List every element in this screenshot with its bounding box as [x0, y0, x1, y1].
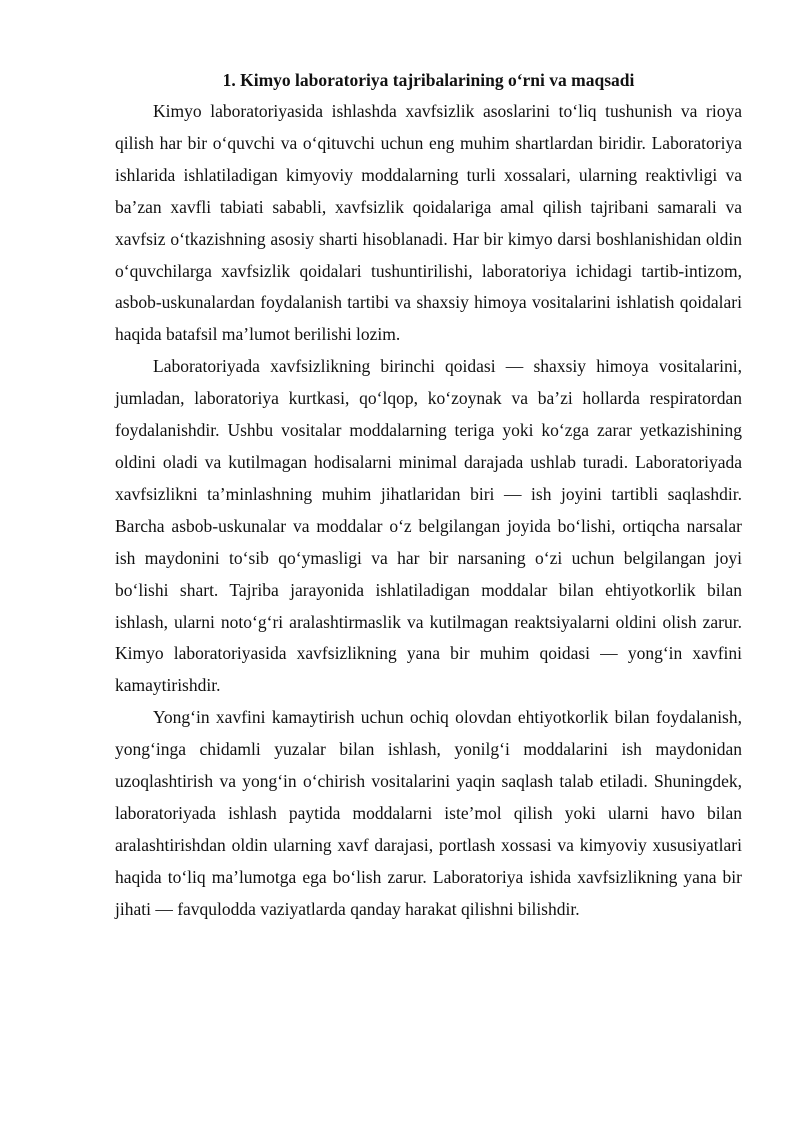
document-page — [115, 68, 742, 926]
paragraph-1: Kimyo laboratoriyasida ishlashda xavfsizlik asoslarini to‘liq tushunish va rioya qilish har bir o‘quvchi va o‘qituvchi uchun eng muhim shartlardan biridir. Laboratoriya ishlarida ishlatiladigan kimyoviy moddalarning turli xossalari, ularning reaktivligi va ba’zan xavfli tabiati sababli, xavfsizlik qoidalariga amal qilish tajribani samarali va xavfsiz o‘tkazishning asosiy sharti hisoblanadi. Har bir kimyo darsi boshlanishidan oldin o‘quvchilarga xavfsizlik qoidalari tushuntirilishi, laboratoriya ichidagi tartib-intizom, asbob-uskunalardan foydalanish tartibi va shaxsiy himoya vositalarini ishlatish qoidalari haqida batafsil ma’lumot berilishi lozim. — [115, 101, 742, 345]
paragraph-2: Laboratoriyada xavfsizlikning birinchi qoidasi — shaxsiy himoya vositalarini, jumladan, laboratoriya kurtkasi, qo‘lqop, ko‘zoynak va ba’zi hollarda respiratordan foydalanishdir. Ushbu vositalar moddalarning teriga yoki ko‘zga zarar yetkazishining oldini oladi va kutilmagan hodisalarni minimal darajada ushlab turadi. Laboratoriyada xavfsizlikni ta’minlashning muhim jihatlaridan biri — ish joyini tartibli saqlashdir. Barcha asbob-uskunalar va moddalar o‘z belgilangan joyida bo‘lishi, ortiqcha narsalar ish maydonini to‘sib qo‘ymasligi va har bir narsaning o‘zi uchun belgilangan joyi bo‘lishi shart. Tajriba jarayonida ishlatiladigan moddalar bilan ehtiyotkorlik bilan ishlash, ularni noto‘g‘ri aralashtirmaslik va kutilmagan reaktsiyalarni oldini olish zarur. Kimyo laboratoriyasida xavfsizlikning yana bir muhim qoidasi — yong‘in xavfini kamaytirishdir. — [115, 356, 742, 696]
section-heading: 1. Kimyo laboratoriya tajribalarining o‘rni va maqsadi — [222, 70, 635, 90]
paragraph-3: Yong‘in xavfini kamaytirish uchun ochiq olovdan ehtiyotkorlik bilan foydalanish, yong‘inga chidamli yuzalar bilan ishlash, yonilg‘i moddalarini ish maydonidan uzoqlashtirish va yong‘in o‘chirish vositalarini yaqin saqlash talab etiladi. Shuningdek, laboratoriyada ishlash paytida moddalarni iste’mol qilish yoki ularni havo bilan aralashtirishdan oldin ularning xavf darajasi, portlash xossasi va kimyoviy xususiyatlari haqida to‘liq ma’lumotga ega bo‘lish zarur. Laboratoriya ishida xavfsizlikning yana bir jihati — favqulodda vaziyatlarda qanday harakat qilishni bilishdir. — [115, 707, 742, 919]
